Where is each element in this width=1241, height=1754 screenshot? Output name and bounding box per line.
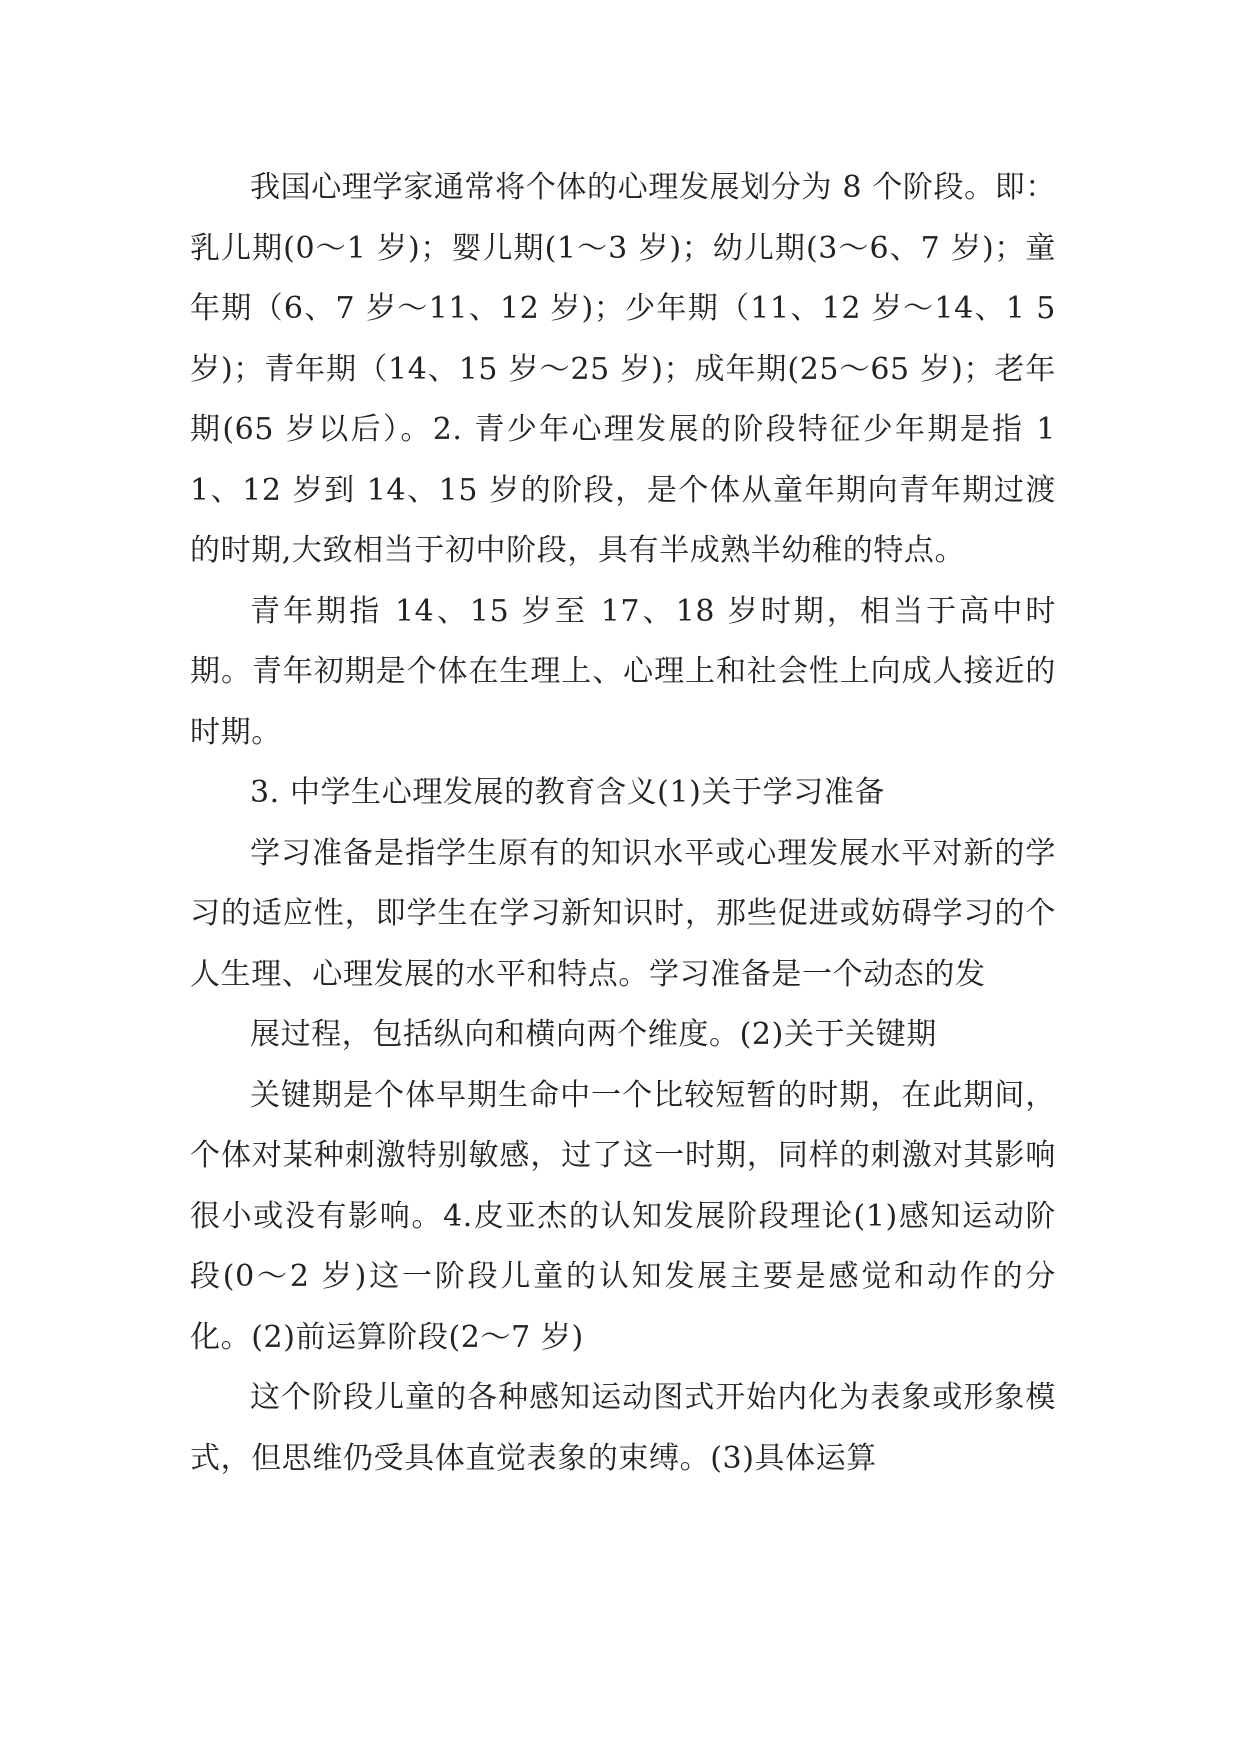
paragraph-learning-readiness: 学习准备是指学生原有的知识水平或心理发展水平对新的学习的适应性，即学生在学习新知识时，那些促进或妨碍学习的个人生理、心理发展的水平和特点。学习准备是一个动态的发 — [190, 835, 1056, 992]
paragraph-readiness-dimensions: 展过程，包括纵向和横向两个维度。(2)关于关键期 — [250, 1017, 937, 1052]
document-body — [190, 158, 1056, 1489]
paragraph-youth-period: 青年期指 14、15 岁至 17、18 岁时期，相当于高中时期。青年初期是个体在生理上、心理上和社会性上向成人接近的时期。 — [190, 593, 1056, 750]
paragraph-developmental-stages: 我国心理学家通常将个体的心理发展划分为 8 个阶段。即：乳儿期(0～1 岁)；婴儿期(1～3 岁)；幼儿期(3～6、7 岁)；童年期（6、7 岁～11、12 岁)；少年期（11、12 岁～14、1 5 岁)；青年期（14、15 岁～25 岁)；成年期(25～65 岁)；老年期(65 岁以后）。2. 青少年心理发展的阶段特征少年期是指 11、12 岁到 14、15 岁的阶段，是个体从童年期向青年期过渡的时期,大致相当于初中阶段，具有半成熟半幼稚的特点。 — [190, 170, 1056, 568]
paragraph-critical-period: 关键期是个体早期生命中一个比较短暂的时期，在此期间，个体对某种刺激特别敏感，过了这一时期，同样的刺激对其影响很小或没有影响。4.皮亚杰的认知发展阶段理论(1)感知运动阶段(0～2 岁)这一阶段儿童的认知发展主要是感觉和动作的分化。(2)前运算阶段(2～7 岁) — [190, 1077, 1056, 1355]
paragraph-educational-implications-heading: 3. 中学生心理发展的教育含义(1)关于学习准备 — [250, 775, 886, 810]
paragraph-preoperational-stage: 这个阶段儿童的各种感知运动图式开始内化为表象或形象模式，但思维仍受具体直觉表象的束缚。(3)具体运算 — [190, 1380, 1056, 1476]
